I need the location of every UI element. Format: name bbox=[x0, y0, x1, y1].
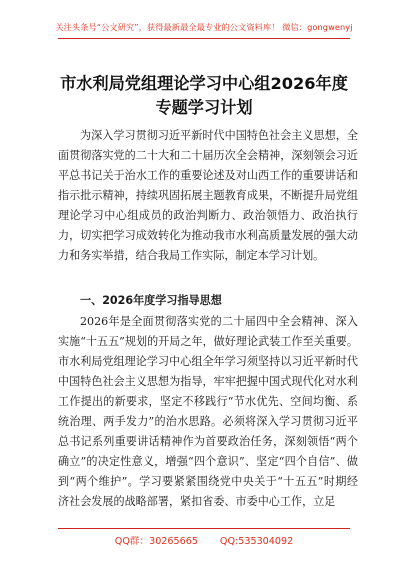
section-heading-guiding-ideology: 一、2026年度学习指导思想 bbox=[80, 294, 222, 307]
guiding-ideology-paragraph: 2026年是全面贯彻落实党的二十届四中全会精神、深入实施“十五五”规划的开局之年，做好理论武装工作至关重要。市水利局党组理论学习中心组全年学习须坚持以习近平新时代中国特色社会主义思想为指导，牢牢把握中国式现代化对水利工作提出的新要求，坚定不移践行“节水优先、空间均衡、系统治理、两手发力”的治水思路。必须将深入学习贯彻习近平总书记系列重要讲话精神作为首要政治任务，深刻领悟“两个确立”的决定性意义，增强“四个意识”、坚定“四个自信”、做到“两个维护”。学习要紧紧围绕党中央关于“十五五”时期经济社会发展的战略部署，紧扣省委、市委中心工作，立足 bbox=[58, 315, 358, 508]
document-title-line-1: 市水利局党组理论学习中心组2026年度 bbox=[60, 74, 348, 93]
intro-paragraph: 为深入学习贯彻习近平新时代中国特色社会主义思想，全面贯彻落实党的二十大和二十届历次全会精神，深刻领会习近平总书记关于治水工作的重要论述及对山西工作的重要讲话和指示批示精神，持续巩固拓展主题教育成果，不断提升局党组理论学习中心组成员的政治判断力、政治领悟力、政治执行力，切实把学习成效转化为推动我市水利高质量发展的强大动力和务实举措，结合我局工作实际，制定本学习计划。 bbox=[58, 129, 358, 262]
header-notice: 关注头条号“公文研究”，获得最新最全最专业的公文资料库！ 微信：gongwenyj bbox=[55, 22, 353, 32]
footer-divider bbox=[58, 528, 350, 529]
document-title-line-2: 专题学习计划 bbox=[155, 98, 253, 117]
header-divider bbox=[58, 38, 350, 39]
footer-contact bbox=[0, 533, 408, 547]
footer-qq: QQ:535304092 bbox=[219, 536, 294, 547]
footer-qq-group: QQ群：30265665 bbox=[114, 536, 198, 547]
